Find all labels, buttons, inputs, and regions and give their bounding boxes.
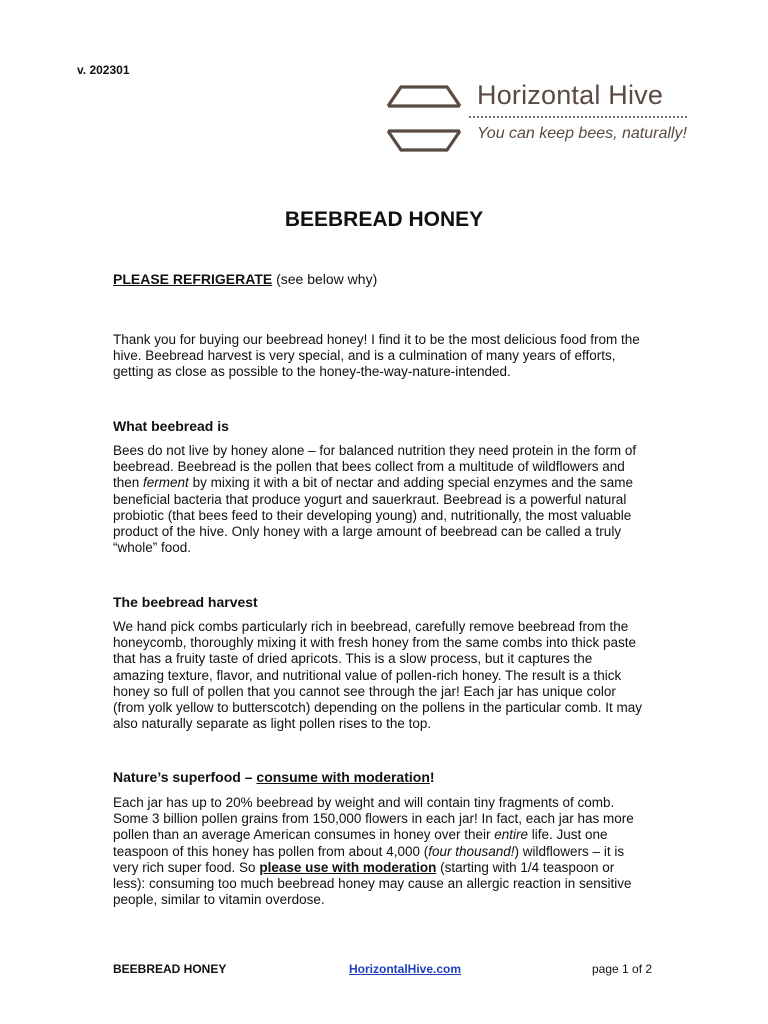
text-run: life. Just one — [528, 827, 608, 843]
brand-tagline: You can keep bees, naturally! — [477, 125, 687, 142]
footer-title: BEEBREAD HONEY — [113, 962, 227, 976]
text-run: ! — [429, 769, 435, 785]
section2-paragraph — [113, 619, 673, 732]
section-heading-what-beebread-is: What beebread is — [113, 418, 229, 434]
text-run: very rich super food. So — [113, 859, 260, 875]
footer-page-number: page 1 of 2 — [592, 962, 653, 976]
section1-line — [113, 475, 673, 491]
intro-line: getting as close as possible to the honey-the-way-nature-intended. — [113, 364, 511, 380]
section2-line: that has a fruity taste of dried apricots. This is a slow process, but it captures the — [113, 651, 593, 667]
section-heading-beebread-harvest: The beebread harvest — [113, 594, 258, 610]
section2-line: amazing texture, flavor, and nutritional value of pollen-rich honey. The result is a thick — [113, 667, 622, 683]
brand-name: Horizontal Hive — [477, 80, 664, 110]
section3-line: Some 3 billion pollen grains from 150,000 flowers in each jar! In fact, each jar has more — [113, 811, 634, 827]
section-heading-natures-superfood — [113, 769, 435, 785]
intro-line: hive. Beebread harvest is very special, and is a culmination of many years of efforts, — [113, 348, 616, 364]
section3-line: people, similar to vitamin overdose. — [113, 892, 325, 908]
refrigerate-strong: PLEASE REFRIGERATE — [113, 271, 273, 287]
brand-divider — [469, 116, 687, 118]
text-run: (starting with 1/4 teaspoon or — [436, 859, 615, 875]
section1-line: beneficial bacteria that produce yogurt and sauerkraut. Beebread is a powerful natural — [113, 491, 627, 507]
hive-logo-icon — [383, 80, 465, 155]
section3-line — [113, 860, 673, 876]
section2-line: honey so full of pollen that you cannot see through the jar! Each jar has unique color — [113, 683, 616, 699]
section1-line: beebread. Beebread is the pollen that bees collect from a multitude of wildflowers and — [113, 459, 625, 475]
heading-underline: consume with moderation — [256, 769, 430, 785]
section1-line: “whole” food. — [113, 540, 192, 556]
horizontal-hive-logo — [383, 80, 693, 155]
section3-line — [113, 827, 673, 843]
emphasis-four-thousand: four thousand! — [428, 843, 515, 859]
section1-paragraph — [113, 443, 673, 556]
refrigerate-note: (see below why) — [272, 271, 378, 287]
document-title: BEEBREAD HONEY — [284, 208, 484, 231]
section3-paragraph — [113, 795, 673, 908]
section1-line: Bees do not live by honey alone – for balanced nutrition they need protein in the form of — [113, 443, 637, 458]
text-run: pollen than an average American consumes in honey over their — [113, 827, 495, 843]
section1-line: product of the hive. Only honey with a large amount of beebread can be called a truly — [113, 524, 622, 540]
section1-line: probiotic (that bees feed to their developing young) and, nutritionally, the most valuable — [113, 507, 632, 523]
section2-line: honeycomb, thoroughly mixing it with fresh honey from the same combs into thick paste — [113, 635, 636, 651]
section2-line: (from yolk yellow to butterscotch) depending on the pollens in the particular comb. It may — [113, 700, 643, 716]
text-run: teaspoon of this honey has pollen from about 4,000 ( — [113, 843, 429, 859]
text-run: Nature’s superfood – — [113, 769, 257, 785]
section3-line — [113, 844, 673, 860]
refrigerate-notice — [113, 271, 377, 287]
section3-line: less): consuming too much beebread honey may cause an allergic reaction in sensitive — [113, 876, 632, 892]
intro-paragraph — [113, 332, 673, 381]
emphasis-entire: entire — [494, 827, 529, 843]
section2-line: also naturally separate as light pollen rises to the top. — [113, 716, 432, 732]
text-run: ) wildflowers – it is — [514, 843, 625, 859]
text-run: by mixing it with a bit of nectar and adding special enzymes and the same — [188, 475, 634, 491]
section2-line: We hand pick combs particularly rich in beebread, carefully remove beebread from the — [113, 619, 629, 634]
moderation-strong: please use with moderation — [259, 859, 437, 875]
version-label: v. 202301 — [77, 63, 130, 77]
intro-line: Thank you for buying our beebread honey! I find it to be the most delicious food from the — [113, 332, 640, 347]
footer-website-link[interactable]: HorizontalHive.com — [349, 962, 462, 976]
section3-line: Each jar has up to 20% beebread by weight and will contain tiny fragments of comb. — [113, 795, 615, 810]
text-run: then — [113, 475, 144, 491]
emphasis-ferment: ferment — [143, 475, 189, 491]
